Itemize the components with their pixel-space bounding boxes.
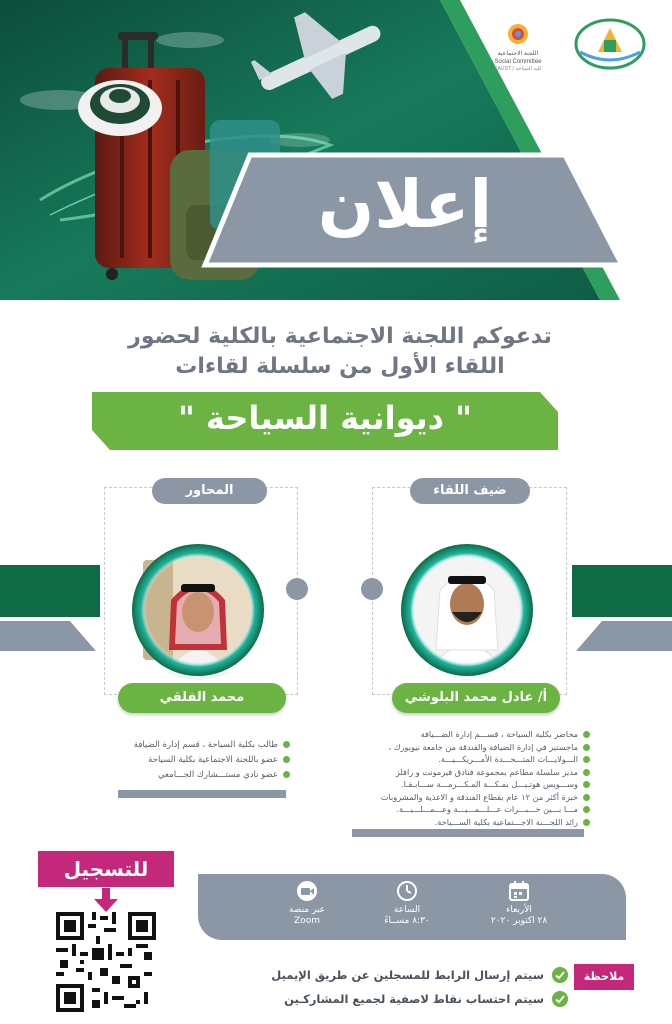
- portrait-image: [123, 540, 273, 680]
- invitation-text: [60, 322, 620, 382]
- guest-speaker-portrait: [392, 540, 542, 680]
- calendar-icon: [508, 880, 530, 902]
- event-time-label: الساعة: [393, 905, 421, 915]
- axes-heading: المحاور: [152, 478, 267, 504]
- axes-speaker-name: محمد الفلقي: [118, 683, 286, 713]
- logo-text-sub: كلية السياحة / KAUST: [494, 66, 542, 72]
- guest-underbar: [352, 829, 584, 837]
- axes-connector-dot: [286, 578, 308, 600]
- event-time-value: ٨:٣٠ مســاءً: [384, 916, 430, 926]
- announce-title: إعلان: [317, 166, 493, 243]
- invitation-line-1: تدعوكم اللجنة الاجتماعية بالكلية لحضور: [128, 324, 552, 349]
- logo-text-arabic: اللجنة الاجتماعية: [497, 51, 539, 57]
- video-camera-icon: [296, 880, 318, 902]
- list-item: وســـويس هوتـيـــل بمـكـــة المـكـــرمـــة ســـابـقـا.: [352, 778, 590, 791]
- list-item: مـــا بـــين خـــبـــرات عـــلـــمـــيـــة وعـــمـــلـــيـــة.: [352, 803, 590, 816]
- guest-heading: ضيف اللقاء: [410, 478, 530, 504]
- list-item: ماجستير في إدارة الضيافة والفندقة من جامعة نيويورك ،: [352, 741, 590, 754]
- college-logo: [570, 14, 650, 74]
- check-icon: [552, 991, 568, 1007]
- guest-bullet-list: [352, 728, 590, 828]
- event-platform-label: عبر منصة: [288, 905, 326, 915]
- logo-text-english: Social Committee: [494, 59, 542, 65]
- event-platform-value: Zoom: [294, 916, 320, 926]
- social-committee-logo: [478, 22, 558, 72]
- note-item: [230, 966, 568, 984]
- axes-underbar: [118, 790, 286, 798]
- notes-tag: ملاحظة: [574, 964, 634, 990]
- axes-speaker-portrait: [123, 540, 273, 680]
- list-item: رائد اللجـــنة الاجـــتماعية بكلية الســـياحة.: [352, 816, 590, 829]
- check-icon: [552, 967, 568, 983]
- axes-bullet-list: [133, 738, 290, 783]
- note-item: [230, 990, 568, 1008]
- qr-code[interactable]: [56, 912, 156, 1012]
- left-side-band: [0, 565, 100, 651]
- note-text: سيتم احتساب نقاط لاصفية لجميع المشاركـين: [284, 992, 544, 1006]
- hat-icon: [78, 80, 162, 136]
- list-item: طالب بكلية السياحة ، قسم إدارة الضيافة: [140, 738, 290, 753]
- guest-connector-dot: [361, 578, 383, 600]
- clock-icon: [396, 880, 418, 902]
- event-day: الأربعاء: [506, 905, 532, 915]
- event-date: [474, 880, 564, 927]
- committee-emblem-icon: [506, 22, 530, 46]
- note-text: سيتم إرسال الرابط للمسجلين عن طريق الإيميل: [271, 968, 544, 982]
- register-button[interactable]: للتسجيل: [38, 851, 174, 887]
- list-item: مدير سلسلة مطاعم بمجموعة فنادق فيرمونت و رافلز: [352, 766, 590, 779]
- series-title: " ديوانية السياحة ": [178, 399, 472, 437]
- event-date-value: ٢٨ اكتوبر ٢٠٢٠: [490, 916, 548, 926]
- list-item: خبرة أكثر من ١٢ عام بقطاع الفندقة و الاغذية والمشروبات: [352, 791, 590, 804]
- list-item: عضو نادي مستـــشارك الجـــامعي: [140, 768, 290, 783]
- arrow-down-icon: [94, 888, 118, 912]
- list-item: محاضر بكلية السياحة ، قســـم إدارة الضـــيافة: [352, 728, 590, 741]
- list-item: الـــولايـــات المتـــحـــدة الأمـــريكـــيـــة.: [352, 753, 590, 766]
- cloud: [156, 32, 224, 48]
- list-item: عضو باللجنة الاجتماعية بكلية السياحة: [140, 753, 290, 768]
- event-platform: [262, 880, 352, 927]
- guest-speaker-name: أ/ عادل محمد البلوشي: [392, 683, 560, 713]
- right-side-band: [572, 565, 672, 651]
- hero-banner: [0, 0, 672, 310]
- logos-area: [470, 14, 660, 74]
- event-time: [362, 880, 452, 927]
- invitation-line-2: اللقاء الأول من سلسلة لقاءات: [175, 354, 505, 379]
- portrait-image: [392, 540, 542, 680]
